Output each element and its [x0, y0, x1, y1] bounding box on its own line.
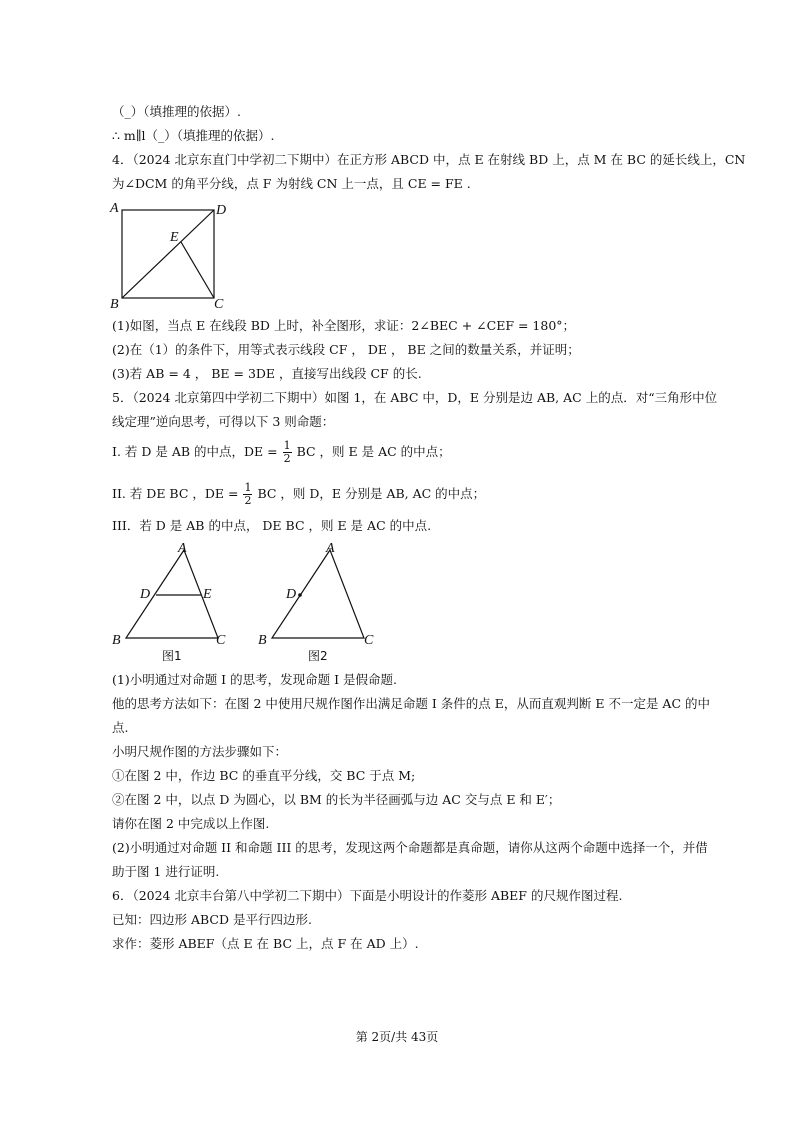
- proposition-1: [112, 440, 451, 465]
- question-4-line-1: 4．（2024 北京东直门中学初二下期中）在正方形 ABCD 中，点 E 在射线 BD 上，点 M 在 BC 的延长线上，CN: [112, 152, 746, 167]
- question-6-line-1: 6．（2024 北京丰台第八中学初二下期中）下面是小明设计的作菱形 ABEF 的尺规作图过程.: [112, 888, 623, 903]
- label-c: C: [214, 297, 224, 312]
- q5-steps-title: 小明尺规作图的方法步骤如下：: [112, 744, 288, 759]
- proposition-2-end: BC ，则 D，E 分别是 AB, AC 的中点；: [257, 486, 486, 501]
- fraction-num-2: 1: [244, 481, 252, 494]
- fraction-den: 2: [283, 452, 291, 465]
- fig2-label-a: A: [326, 541, 335, 556]
- q5-part-2-line-1: (2)小明通过对命题 II 和命题 III 的思考，发现这两个命题都是真命题，请你从这两个命题中选择一个，并借: [112, 840, 708, 855]
- proposition-2-start: II. 若 DE BC ，DE =: [112, 486, 239, 501]
- fraction-num: 1: [283, 439, 291, 452]
- fig1-label-e: E: [203, 587, 212, 602]
- question-6-task: 求作：菱形 ABEF（点 E 在 BC 上，点 F 在 AD 上）.: [112, 936, 419, 951]
- triangle-figures: [108, 538, 398, 666]
- q5-part-1-line-3: 点.: [112, 720, 129, 735]
- fig1-caption: 图1: [162, 649, 182, 663]
- q5-step-1: ①在图 2 中，作边 BC 的垂直平分线，交 BC 于点 M;: [112, 768, 416, 783]
- text-line-2: ∴ m∥l（_）（填推理的依据）.: [112, 128, 275, 143]
- fig1-label-a: A: [178, 541, 187, 556]
- q5-step-instruction: 请你在图 2 中完成以上作图.: [112, 816, 270, 831]
- label-d: D: [216, 203, 227, 218]
- page-footer: 第 2页/共 43页: [355, 1030, 439, 1044]
- question-4-part-2: (2)在（1）的条件下，用等式表示线段 CF ， DE ， BE 之间的数量关系，并证明；: [112, 342, 580, 357]
- question-5-line-2: 线定理”逆向思考，可得以下 3 则命题：: [112, 414, 335, 429]
- diagonal-bd: [122, 210, 214, 298]
- fraction-den-2: 2: [244, 494, 252, 507]
- proposition-3: III．若 D 是 AB 的中点， DE BC ，则 E 是 AC 的中点.: [112, 518, 432, 533]
- proposition-1-end: BC ，则 E 是 AC 的中点；: [296, 444, 451, 459]
- question-4-part-3: (3)若 AB = 4 ， BE = 3DE ，直接写出线段 CF 的长.: [112, 366, 422, 381]
- fig1-label-d: D: [140, 587, 151, 602]
- fig2-label-c: C: [364, 633, 374, 648]
- fig1-label-c: C: [216, 633, 226, 648]
- fraction-half: [283, 440, 292, 465]
- question-4-part-1: (1)如图，当点 E 在线段 BD 上时，补全图形，求证：2∠BEC + ∠CEF = 180°；: [112, 318, 576, 333]
- label-e: E: [170, 230, 179, 245]
- question-4-line-2: 为∠DCM 的角平分线，点 F 为射线 CN 上一点，且 CE = FE .: [112, 176, 471, 191]
- proposition-1-start: I. 若 D 是 AB 的中点，DE =: [112, 444, 278, 459]
- fig2-label-d: D: [286, 587, 297, 602]
- question-5-line-1: 5．（2024 北京第四中学初二下期中）如图 1，在 ABC 中，D，E 分别是边 AB, AC 上的点．对“三角形中位: [112, 390, 718, 405]
- fig2-label-b: B: [258, 633, 267, 648]
- q5-part-2-line-2: 助于图 1 进行证明.: [112, 864, 220, 879]
- fig2-caption: 图2: [308, 649, 328, 663]
- q5-part-1-line-2: 他的思考方法如下：在图 2 中使用尺规作图作出满足命题 I 条件的点 E，从而直观判断 E 不一定是 AC 的中: [112, 696, 710, 711]
- question-6-given: 已知：四边形 ABCD 是平行四边形.: [112, 912, 312, 927]
- text-line-1: （_）（填推理的依据）.: [112, 104, 241, 119]
- segment-ec: [181, 242, 214, 298]
- fraction-half-2: [243, 482, 252, 507]
- proposition-2: [112, 482, 485, 507]
- label-a: A: [110, 201, 119, 216]
- q5-part-1-line-1: (1)小明通过对命题 I 的思考，发现命题 I 是假命题.: [112, 672, 397, 687]
- label-b: B: [110, 297, 119, 312]
- q5-step-2: ②在图 2 中，以点 D 为圆心，以 BM 的长为半径画弧与边 AC 交与点 E 和 E′；: [112, 792, 561, 807]
- square-figure: [108, 198, 238, 312]
- fig2-point-d: [298, 593, 302, 597]
- fig1-label-b: B: [112, 633, 121, 648]
